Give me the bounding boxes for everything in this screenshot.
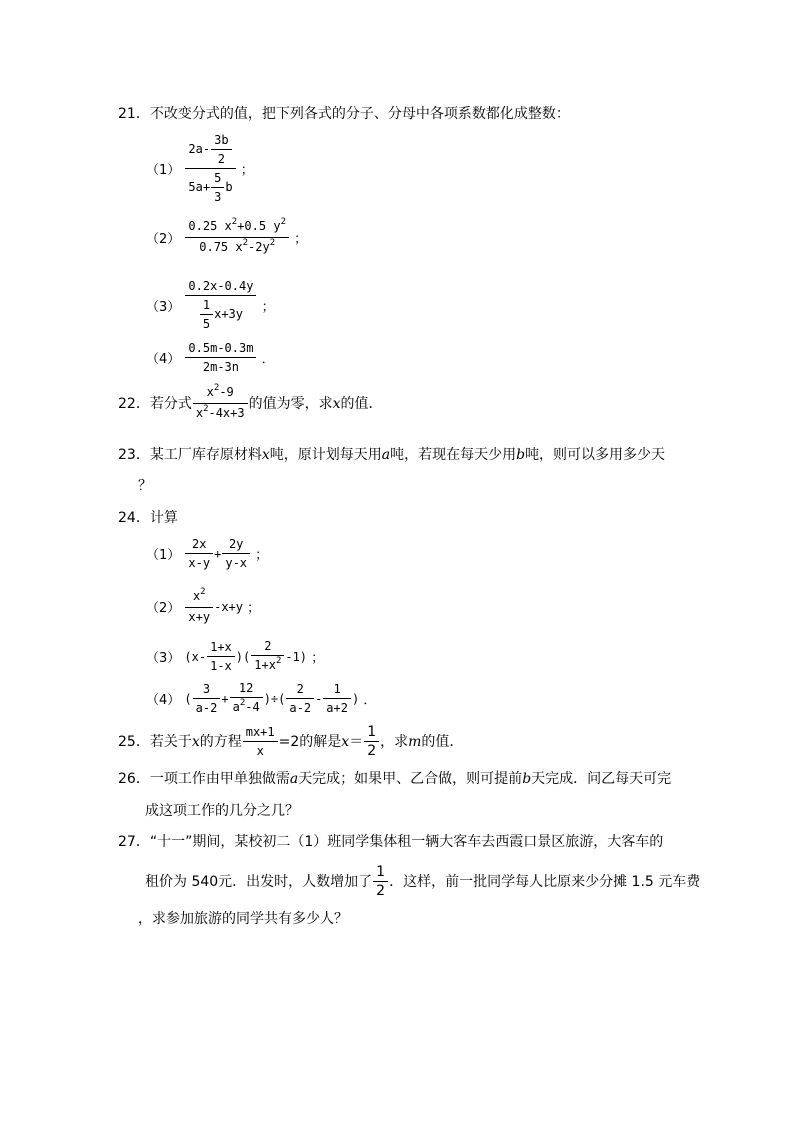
q21-3-fraction: 0.2x-0.4y $\frac{1}{5}$ x+3y [185, 278, 256, 332]
q26-line: 26．一项工作由甲单独做需a天完成；如果甲、乙合做，则可提前b天完成．问乙每天可完 [118, 771, 672, 787]
q21-number: 21． [118, 106, 150, 122]
q21-1-fraction: 2a- $\frac{3b}{2}$ 5a+ $\frac{5}{3}$ b [185, 132, 235, 205]
q26-continuation: 成这项工作的几分之几？ [145, 803, 299, 819]
q22-line: 22．若分式 $\frac{x^2-9}{x^2-4x+3}$ 的值为零，求x的值． [118, 384, 383, 423]
q24-item-1: （1） $\frac{2x}{x-y}$ + $\frac{2y}{y-x}$ ； [146, 537, 269, 570]
q27-line-3: ，求参加旅游的同学共有多少人？ [138, 911, 348, 927]
q23-continuation: ？ [138, 478, 152, 494]
q24-line: 24．计算 [118, 510, 178, 526]
item-label: （1） [146, 163, 181, 178]
q24-item-2: （2） $\frac{x^2}{x+y}$ -x+y ； [146, 587, 261, 624]
q21-4-fraction: $\frac{0.5m-0.3m}{2m-3n}$ [185, 340, 256, 375]
q25-line: 25．若关于x的方程 $\frac{mx+1}{x}$ =2的解是x＝ $\frac{1}{2}$ ，求m的值． [118, 724, 464, 759]
q21-item-1: （1） 2a- $\frac{3b}{2}$ 5a+ $\frac{5}{3}$ b ； [146, 133, 254, 204]
q27-line: 27．“十一”期间，某校初二（1）班同学集体租一辆大客车去西霞口景区旅游，大客车的 [118, 834, 664, 850]
q27-line-2: 租价为 540元．出发时，人数增加了 $\frac{1}{2}$ ．这样，前一批同学每人比原来少分摊 1.5 元车费 [145, 864, 701, 899]
q21-text: 不改变分式的值，把下列各式的分子、分母中各项系数都化成整数： [149, 106, 570, 122]
q21-item-2: （2） $\frac{0.25 x^2+0.5 y^2}{0.75 x^2-2y^2}$ ； [146, 218, 307, 257]
q22-fraction: $\frac{x^2-9}{x^2-4x+3}$ [193, 384, 248, 423]
q23-line: 23．某工厂库存原材料x吨，原计划每天用a吨，若现在每天少用b吨，则可以多用多少天 [118, 447, 666, 463]
q21-item-4: （4） $\frac{0.5m-0.3m}{2m-3n}$ ． [146, 341, 275, 374]
q24-item-4: （4） ( $\frac{3}{a-2}$ + $\frac{12}{a^2-4}$ )÷( $\frac{2}{a-2}$ - $\frac{1}{a+2}$ ) ． [146, 681, 377, 715]
q24-item-3: （3） (x- $\frac{1+x}{1-x}$ )( $\frac{2}{1+x^2}$ -1) ； [146, 639, 325, 673]
q21-line [118, 104, 570, 124]
q21-2-fraction: $\frac{0.25 x^2+0.5 y^2}{0.75 x^2-2y^2}$ [185, 218, 289, 257]
q21-item-3: （3） 0.2x-0.4y $\frac{1}{5}$ x+3y ； [146, 279, 275, 331]
